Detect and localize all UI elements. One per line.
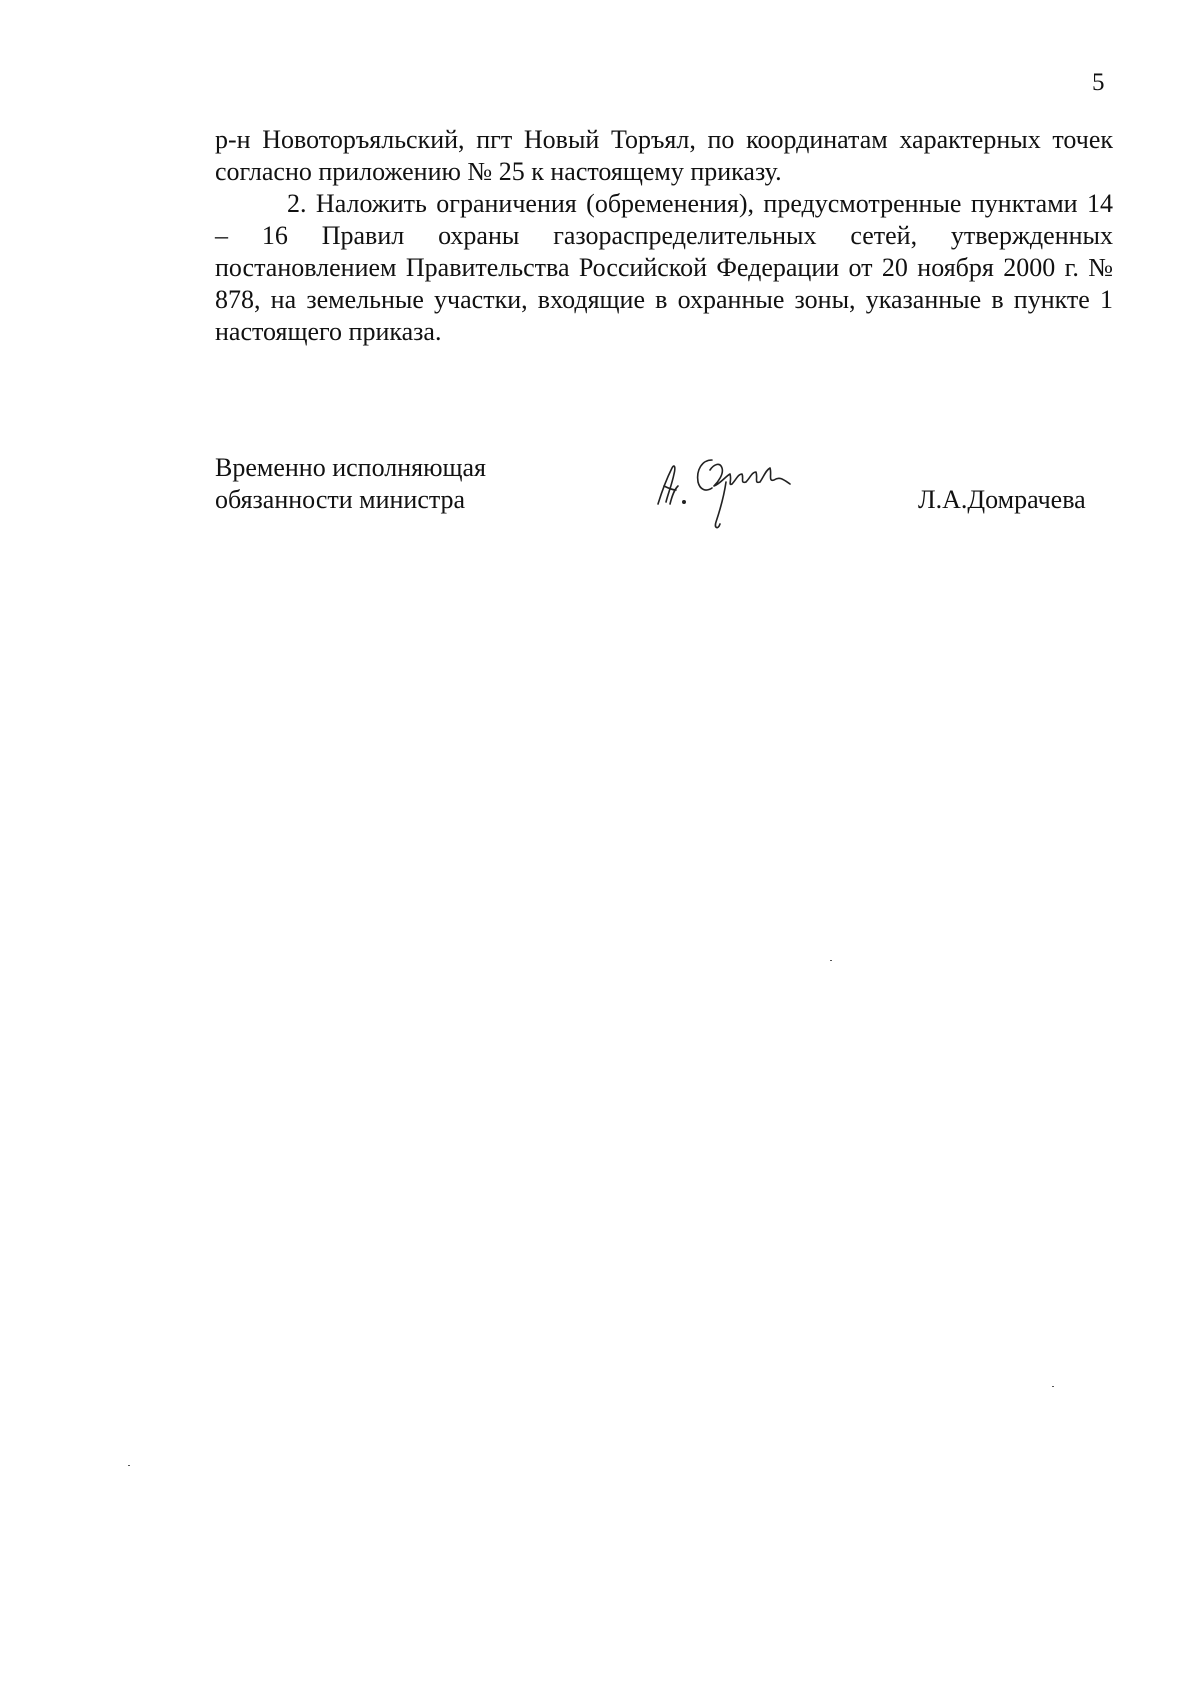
signer-title	[215, 452, 486, 516]
signer-title-line2: обязанности министра	[215, 485, 466, 514]
signer-title-line1: Временно исполняющая	[215, 453, 487, 482]
scan-speck	[830, 960, 832, 961]
paragraph-restrictions: 2. Наложить ограничения (обременения), предусмотренные пунктами 14 – 16 Правил охраны газораспределительных сетей, утвержденных постановлением Правительства Российской Федерации от 20 ноября 2000 г. № 878, на земельные участки, входящие в охранные зоны, указанные в пункте 1 настоящего приказа.	[215, 189, 1113, 346]
scan-speck	[128, 1465, 130, 1466]
scan-speck	[1052, 1386, 1054, 1387]
paragraph-continuation: р-н Новоторъяльский, пгт Новый Торъял, по координатам характерных точек согласно приложению № 25 к настоящему приказу.	[215, 125, 1113, 186]
page-number: 5	[1092, 69, 1105, 96]
body-text	[215, 124, 1113, 348]
signer-name: Л.А.Домрачева	[918, 485, 1086, 514]
handwritten-signature	[640, 446, 810, 536]
